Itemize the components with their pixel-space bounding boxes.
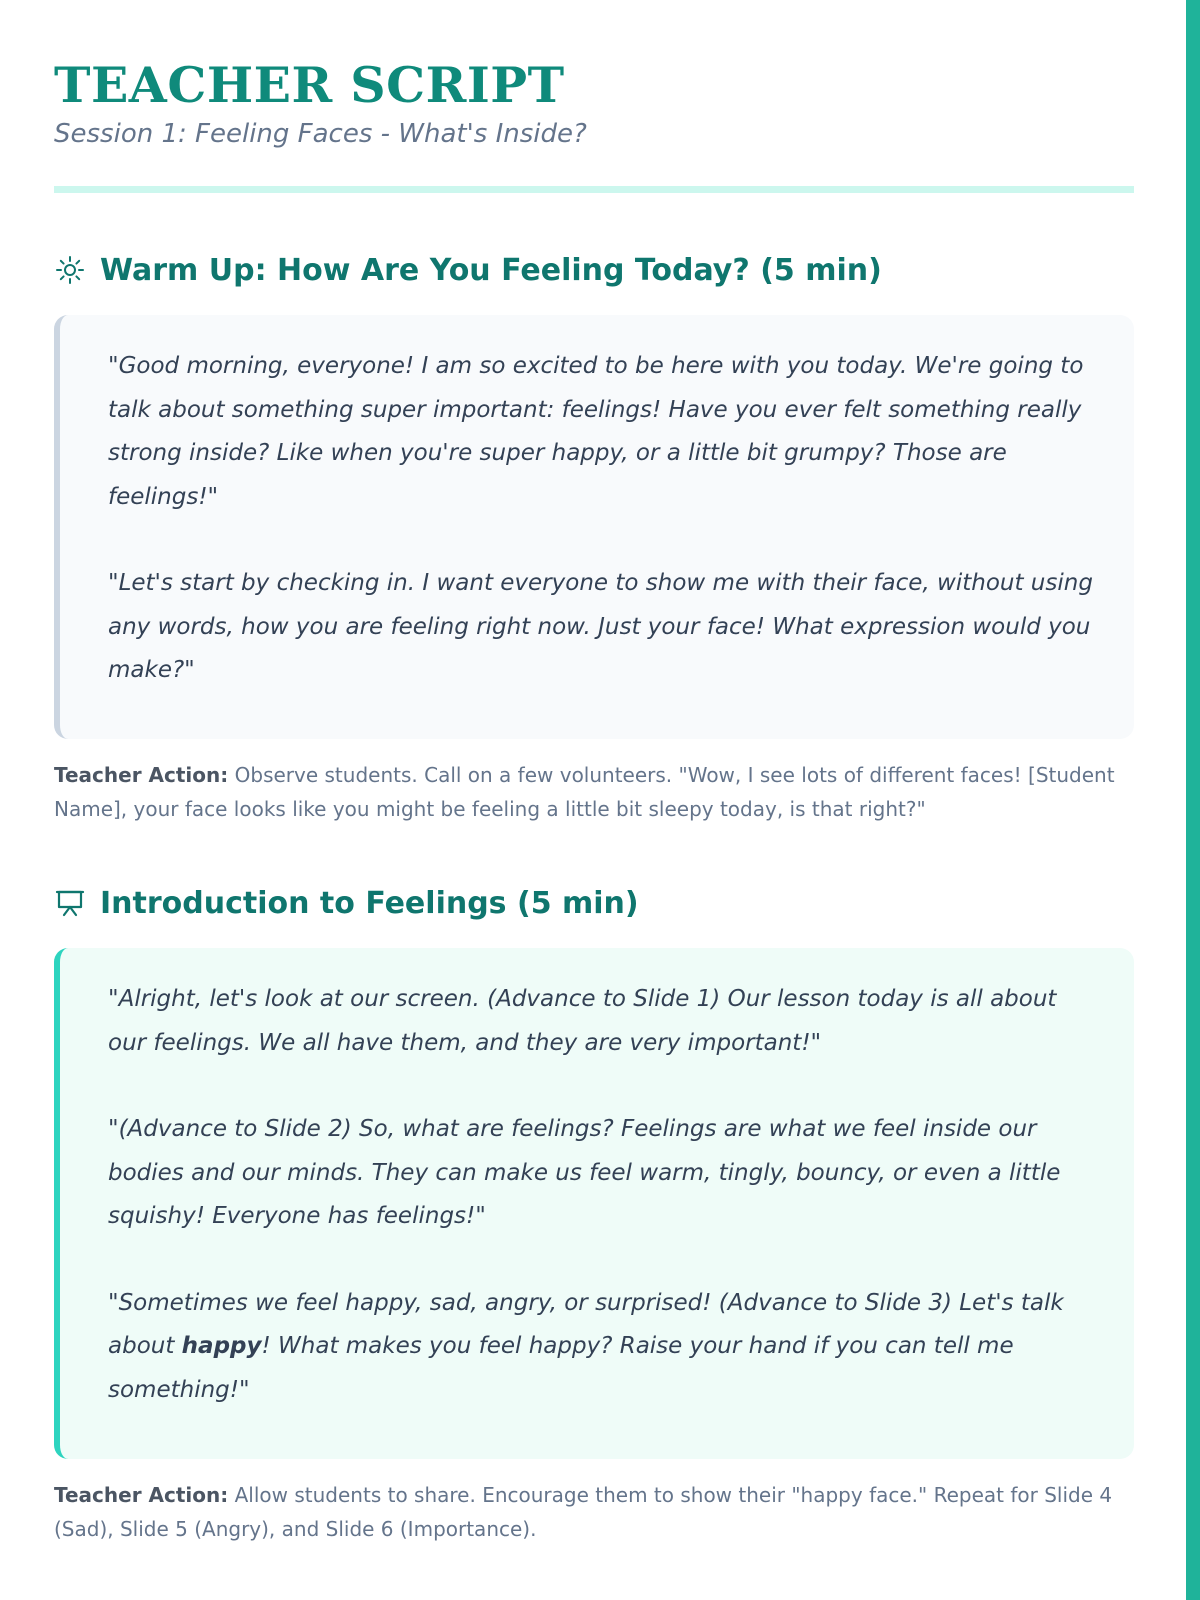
teacher-action-warm-up — [54, 759, 1134, 826]
section-title: Introduction to Feelings (5 min) — [100, 885, 639, 921]
teacher-action-text: Allow students to share. Encourage them to show their "happy face." Repeat for Slide 4 (Sad), Slide 5 (Angry), and Slide 6 (Importance). — [54, 1483, 1113, 1541]
presentation-board-icon — [54, 887, 86, 919]
script-paragraph: "(Advance to Slide 2) So, what are feelings? Feelings are what we feel inside our bodies and our minds. They can make us feel warm, tingly, bouncy, or even a little squishy! Everyone has feelings!" — [108, 1116, 1061, 1229]
section-heading-introduction — [54, 881, 639, 925]
teacher-action-label: Teacher Action: — [54, 1483, 229, 1507]
script-box-warm-up — [54, 315, 1134, 739]
script-text: ! What makes you feel happy? Raise your hand if you can tell me something!" — [108, 1333, 1014, 1403]
script-paragraph — [108, 1282, 1094, 1413]
teacher-action-label: Teacher Action: — [54, 763, 229, 787]
page-title: TEACHER SCRIPT — [54, 56, 565, 114]
teacher-action-introduction — [54, 1479, 1134, 1546]
section-heading-warm-up — [54, 248, 882, 292]
script-box-introduction — [54, 948, 1134, 1459]
script-paragraph: "Alright, let's look at our screen. (Advance to Slide 1) Our lesson today is all about our feelings. We all have them, and they are very important!" — [108, 986, 1057, 1056]
right-edge-accent-bar — [1186, 0, 1200, 1600]
emphasis-happy: happy — [181, 1333, 262, 1359]
page-subtitle: Session 1: Feeling Faces - What's Inside? — [54, 119, 587, 149]
sun-icon — [54, 254, 86, 286]
section-title: Warm Up: How Are You Feeling Today? (5 min) — [100, 252, 882, 288]
script-paragraph: "Let's start by checking in. I want everyone to show me with their face, without using any words, how you are feeling right now. Just your face! What expression would you make?" — [108, 570, 1093, 683]
title-divider — [54, 186, 1134, 193]
script-paragraph: "Good morning, everyone! I am so excited to be here with you today. We're going to talk about something super important: feelings! Have you ever felt something really strong inside? Like when you're super happy, or a little bit grumpy? Those are feelings!" — [108, 353, 1084, 510]
script-text: "Sometimes we feel happy, sad, angry, or surprised! (Advance to Slide 3) Let's talk about — [108, 1289, 1064, 1359]
teacher-action-text: Observe students. Call on a few volunteers. "Wow, I see lots of different faces! [Student Name], your face looks like you might be feeling a little bit sleepy today, is that right?" — [54, 763, 1115, 821]
